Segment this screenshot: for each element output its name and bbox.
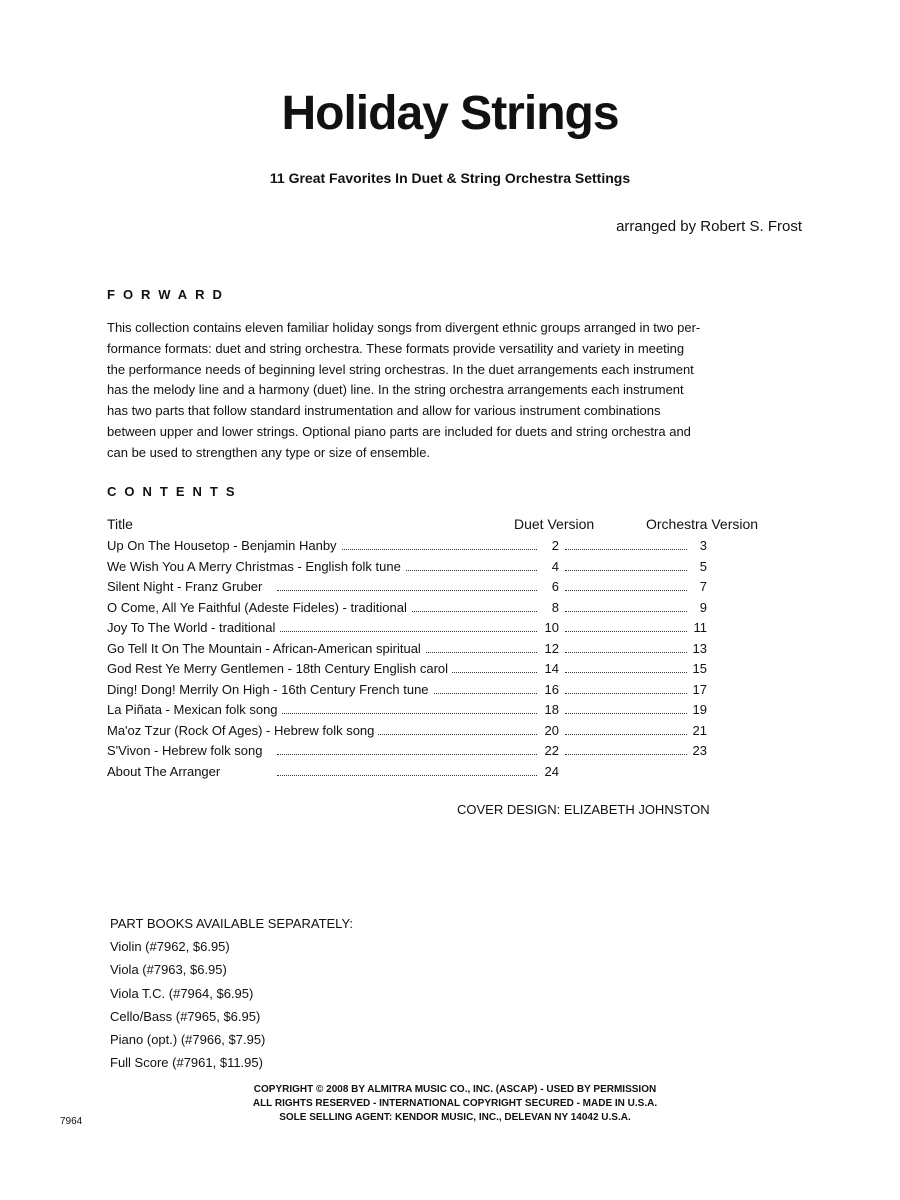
- part-books-heading: PART BOOKS AVAILABLE SEPARATELY:: [110, 916, 354, 931]
- toc-song-title: We Wish You A Merry Christmas - English folk tune: [107, 559, 405, 574]
- dot-leader: [565, 693, 689, 694]
- dot-leader: [565, 672, 689, 673]
- forward-line: between upper and lower strings. Optional piano parts are included for duets and string orchestra and: [107, 423, 691, 439]
- dot-leader: [565, 754, 689, 755]
- copyright-notice: [0, 1083, 900, 1125]
- dot-leader: [565, 734, 689, 735]
- toc-duet-page: 18: [537, 702, 559, 717]
- toc-orchestra-page: 3: [687, 538, 707, 553]
- part-book-item: Viola (#7963, $6.95): [110, 962, 227, 978]
- forward-line: has the melody line and a harmony (duet) line. In the string orchestra arrangements each instrument: [107, 382, 684, 398]
- forward-line: can be used to strengthen any type or size of ensemble.: [107, 444, 431, 460]
- dot-leader: [565, 570, 689, 571]
- cover-design-credit: COVER DESIGN: ELIZABETH JOHNSTON: [457, 802, 710, 817]
- toc-row: [107, 559, 717, 580]
- copyright-line: ALL RIGHTS RESERVED - INTERNATIONAL COPYRIGHT SECURED - MADE IN U.S.A.: [252, 1098, 658, 1109]
- part-book-item: Viola T.C. (#7964, $6.95): [110, 985, 254, 1001]
- page-title: Holiday Strings: [281, 87, 619, 140]
- toc-song-title: Silent Night - Franz Gruber: [107, 579, 266, 594]
- part-book-item: Full Score (#7961, $11.95): [110, 1055, 263, 1071]
- part-book-item: Piano (opt.) (#7966, $7.95): [110, 1031, 266, 1047]
- toc-song-title: Go Tell It On The Mountain - African-American spiritual: [107, 641, 425, 656]
- copyright-line: SOLE SELLING AGENT: KENDOR MUSIC, INC., DELEVAN NY 14042 U.S.A.: [279, 1112, 631, 1123]
- toc-orchestra-page: 23: [687, 743, 707, 758]
- toc-row: [107, 661, 717, 682]
- forward-paragraph: [107, 318, 797, 464]
- toc-duet-page: 22: [537, 743, 559, 758]
- toc-duet-page: 14: [537, 661, 559, 676]
- dot-leader: [277, 631, 547, 632]
- toc-row: [107, 723, 717, 744]
- forward-line: has two parts that follow standard instrumentation and allow for various instrument combinations: [107, 403, 661, 419]
- toc-title-column-header: Title: [107, 516, 133, 532]
- catalog-number: 7964: [60, 1116, 83, 1127]
- dot-leader: [277, 775, 547, 776]
- copyright-line: COPYRIGHT © 2008 BY ALMITRA MUSIC CO., INC. (ASCAP) - USED BY PERMISSION: [253, 1084, 657, 1095]
- toc-duet-page: 6: [537, 579, 559, 594]
- part-books-list: [110, 916, 353, 1078]
- dot-leader: [565, 549, 689, 550]
- contents-heading: CONTENTS: [107, 484, 243, 499]
- arranger-credit: arranged by Robert S. Frost: [616, 218, 802, 235]
- toc-orchestra-column-header: Orchestra Version: [646, 516, 759, 532]
- toc-song-title: About The Arranger: [107, 764, 224, 779]
- toc-orchestra-page: 19: [687, 702, 707, 717]
- toc-orchestra-page: 5: [687, 559, 707, 574]
- dot-leader: [565, 713, 689, 714]
- toc-row: [107, 682, 717, 703]
- toc-song-title: La Piñata - Mexican folk song: [107, 702, 282, 717]
- toc-duet-page: 4: [537, 559, 559, 574]
- dot-leader: [565, 590, 689, 591]
- toc-orchestra-page: 15: [687, 661, 707, 676]
- toc-orchestra-page: 21: [687, 723, 707, 738]
- toc-orchestra-page: 17: [687, 682, 707, 697]
- contents-list: [107, 538, 717, 784]
- toc-song-title: Ma'oz Tzur (Rock Of Ages) - Hebrew folk song: [107, 723, 378, 738]
- toc-duet-page: 8: [537, 600, 559, 615]
- dot-leader: [277, 713, 547, 714]
- dot-leader: [277, 754, 547, 755]
- toc-row: [107, 764, 717, 785]
- toc-duet-page: 2: [537, 538, 559, 553]
- forward-line: the performance needs of beginning level string orchestras. In the duet arrangements each instrument: [107, 361, 694, 377]
- toc-row: [107, 702, 717, 723]
- toc-duet-page: 16: [537, 682, 559, 697]
- toc-row: [107, 579, 717, 600]
- toc-duet-column-header: Duet Version: [514, 516, 595, 532]
- toc-song-title: O Come, All Ye Faithful (Adeste Fideles) - traditional: [107, 600, 411, 615]
- toc-duet-page: 12: [537, 641, 559, 656]
- forward-heading: FORWARD: [107, 287, 230, 302]
- toc-row: [107, 743, 717, 764]
- dot-leader: [565, 611, 689, 612]
- toc-duet-page: 10: [537, 620, 559, 635]
- toc-row: [107, 600, 717, 621]
- part-book-item: Violin (#7962, $6.95): [110, 939, 230, 955]
- toc-row: [107, 538, 717, 559]
- dot-leader: [565, 631, 689, 632]
- toc-orchestra-page: 13: [687, 641, 707, 656]
- subtitle: 11 Great Favorites In Duet & String Orchestra Settings: [269, 170, 631, 186]
- toc-orchestra-page: 11: [687, 620, 707, 635]
- toc-row: [107, 620, 717, 641]
- part-book-item: Cello/Bass (#7965, $6.95): [110, 1008, 261, 1024]
- toc-duet-page: 20: [537, 723, 559, 738]
- toc-orchestra-page: 9: [687, 600, 707, 615]
- forward-line: This collection contains eleven familiar holiday songs from divergent ethnic groups arranged in two per-: [107, 320, 701, 335]
- forward-line: formance formats: duet and string orchestra. These formats provide versatility and variety in meeting: [107, 340, 685, 356]
- toc-row: [107, 641, 717, 662]
- toc-song-title: S'Vivon - Hebrew folk song: [107, 743, 266, 758]
- toc-duet-page: 24: [537, 764, 559, 779]
- toc-song-title: Up On The Housetop - Benjamin Hanby: [107, 538, 341, 553]
- dot-leader: [565, 652, 689, 653]
- toc-orchestra-page: 7: [687, 579, 707, 594]
- toc-song-title: Ding! Dong! Merrily On High - 16th Century French tune: [107, 682, 433, 697]
- dot-leader: [277, 590, 547, 591]
- toc-song-title: Joy To The World - traditional: [107, 620, 279, 635]
- toc-song-title: God Rest Ye Merry Gentlemen - 18th Century English carol: [107, 661, 452, 676]
